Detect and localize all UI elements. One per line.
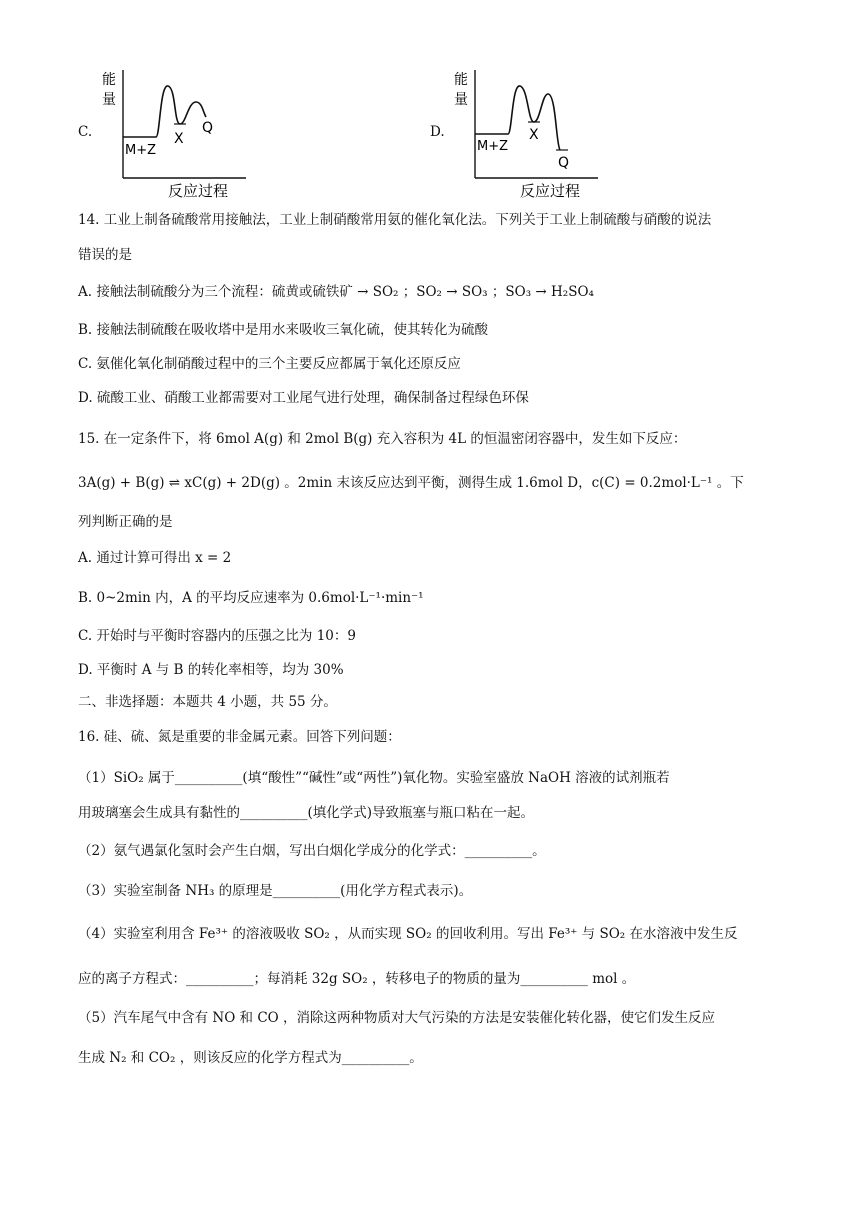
q15-option-b: B. 0~2min 内，A 的平均反应速率为 0.6mol·L⁻¹·min⁻¹ (78, 590, 424, 606)
y-axis-label-bottom: 量 (454, 92, 468, 108)
q16-part1-line2: 用玻璃塞会生成具有黏性的__________(填化学式)导致瓶塞与瓶口粘在一起。 (78, 805, 535, 821)
q15-option-a: A. 通过计算可得出 x = 2 (78, 550, 232, 566)
diagram-d-option-label: D. (430, 124, 445, 140)
energy-curve (123, 86, 206, 137)
q14-stem-line1: 14. 工业上制备硫酸常用接触法，工业上制硝酸常用氨的催化氧化法。下列关于工业上制硫酸与硝酸的说法 (78, 212, 712, 228)
energy-diagram-d (448, 62, 608, 202)
q15-stem-line3: 列判断正确的是 (78, 514, 173, 530)
q14-option-c: C. 氨催化氧化制硝酸过程中的三个主要反应都属于氧化还原反应 (78, 356, 461, 372)
q-label: Q (202, 120, 214, 136)
x-axis-label: 反应过程 (168, 182, 229, 200)
q-label: Q (558, 155, 570, 171)
q14-option-a: A. 接触法制硫酸分为三个流程：硫黄或硫铁矿 → SO₂ ；SO₂ → SO₃ ；SO₃ → H₂SO₄ (78, 284, 594, 300)
q16-part5-line2: 生成 N₂ 和 CO₂ ，则该反应的化学方程式为__________。 (78, 1050, 423, 1066)
y-axis-label-top: 能 (454, 72, 468, 88)
q14-stem-line2: 错误的是 (78, 247, 132, 263)
q14-option-d: D. 硫酸工业、硝酸工业都需要对工业尾气进行处理，确保制备过程绿色环保 (78, 390, 529, 406)
q15-option-c: C. 开始时与平衡时容器内的压强之比为 10：9 (78, 628, 356, 644)
q16-part4-line1: （4）实验室利用含 Fe³⁺ 的溶液吸收 SO₂ ，从而实现 SO₂ 的回收利用。写出 Fe³⁺ 与 SO₂ 在水溶液中发生反 (78, 926, 738, 942)
section-heading: 二、非选择题：本题共 4 小题，共 55 分。 (78, 694, 337, 710)
q15-stem-line1: 15. 在一定条件下，将 6mol A(g) 和 2mol B(g) 充入容积为 4L 的恒温密闭容器中，发生如下反应： (78, 431, 687, 447)
q16-part2: （2）氨气遇氯化氢时会产生白烟，写出白烟化学成分的化学式：__________。 (78, 843, 546, 859)
start-label: M+Z (125, 143, 157, 158)
q16-part5-line1: （5）汽车尾气中含有 NO 和 CO ，消除这两种物质对大气污染的方法是安装催化转化器，使它们发生反应 (78, 1010, 716, 1026)
q16-stem: 16. 硅、硫、氮是重要的非金属元素。回答下列问题： (78, 729, 401, 745)
q15-option-d: D. 平衡时 A 与 B 的转化率相等，均为 30% (78, 662, 344, 678)
x-label: X (174, 131, 184, 147)
x-axis-label: 反应过程 (520, 182, 581, 200)
start-label: M+Z (477, 139, 509, 154)
q16-part3: （3）实验室制备 NH₃ 的原理是__________(用化学方程式表示)。 (78, 883, 473, 899)
y-axis-label-top: 能 (102, 72, 116, 88)
q16-part1-line1: （1）SiO₂ 属于__________(填“酸性”“碱性”或“两性”)氧化物。实验室盛放 NaOH 溶液的试剂瓶若 (78, 770, 670, 786)
y-axis-label-bottom: 量 (102, 92, 116, 108)
q15-stem-line2: 3A(g) + B(g) ⇌ xC(g) + 2D(g) 。2min 末该反应达到平衡，测得生成 1.6mol D，c(C) = 0.2mol·L⁻¹ 。下 (78, 475, 744, 491)
q16-part4-line2: 应的离子方程式：__________；每消耗 32g SO₂ ，转移电子的物质的量为__________ mol 。 (78, 971, 636, 987)
q14-option-b: B. 接触法制硫酸在吸收塔中是用水来吸收三氧化硫，使其转化为硫酸 (78, 322, 489, 338)
x-label: X (529, 127, 539, 143)
diagram-c-option-label: C. (78, 124, 93, 140)
energy-diagram-c (96, 62, 256, 202)
